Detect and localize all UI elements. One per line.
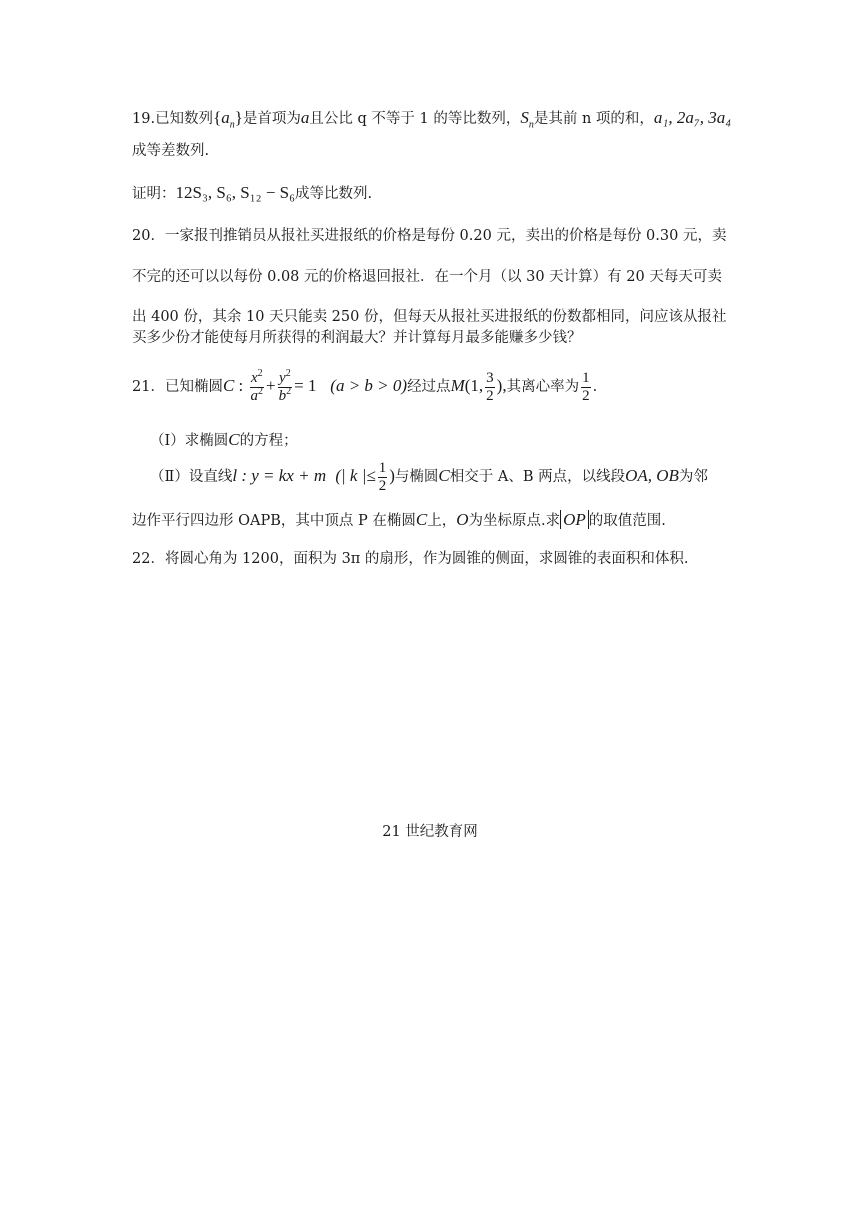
point-open: (1, (464, 376, 484, 395)
q20-line3: 出 400 份，其余 10 天只能卖 250 份，但每天从报社买进报纸的份数都相同，问应该从报社 (132, 309, 727, 325)
q21-line1 (132, 366, 597, 406)
q21-text-b: 经过点 (407, 379, 451, 395)
segments-oa-ob: OA, OB (625, 466, 679, 485)
ellipse-c-part2: C (438, 466, 450, 485)
fraction-3-2: $\frac{3}{2}$ (486, 369, 494, 404)
q19-text-a: 已知数列 (155, 111, 214, 127)
part2-text-d: 为邻 (678, 469, 708, 485)
q22-line: 22．将圆心角为 1200，面积为 3π 的扇形，作为圆锥的侧面，求圆锥的表面积和体积. (132, 551, 689, 567)
proof-tail: 成等比数列. (295, 186, 373, 202)
q19-line1 (132, 108, 731, 129)
equals-one: = 1 (294, 376, 317, 395)
sum-s: $S_n$ (520, 108, 534, 131)
part2-line2-text-a: 边作平行四边形 OAPB，其中顶点 P 在椭圆 (132, 513, 416, 529)
fraction-y2-b2: $\frac{y^2}{b^2}$ (278, 367, 292, 404)
k-condition-a: (| k |≤ (335, 466, 376, 485)
fraction-x2-a2: $\frac{x^2}{a^2}$ (250, 367, 264, 404)
part2-text-b: 与椭圆 (394, 469, 439, 485)
q19-line2: 成等差数列. (132, 143, 210, 159)
ellipse-c: C (222, 376, 235, 395)
point-close: ), (496, 376, 507, 395)
seq-a: $a_n$ (221, 108, 235, 131)
ab-condition: (a > b > 0) (330, 376, 408, 395)
q21-number: 21．已知椭圆 (132, 379, 223, 395)
page-footer: 21 世纪教育网 (382, 824, 478, 840)
k-condition-b: ) (389, 466, 395, 485)
part2-text-a: （Ⅱ）设直线 (150, 469, 233, 485)
line-equation: l : y = kx + m (232, 466, 327, 485)
point-m: M (450, 376, 465, 395)
q19-proof (132, 183, 372, 204)
q19-number: 19. (132, 111, 156, 127)
part2-line2-text-d: 的取值范围. (588, 513, 666, 529)
origin-o: O (456, 510, 469, 529)
q19-text-b: 是首项为 (242, 111, 301, 127)
part2-line2-text-c: 为坐标原点.求 (468, 513, 561, 529)
part2-text-c: 相交于 A、B 两点，以线段 (449, 469, 626, 485)
q21-part1 (150, 430, 298, 451)
q20-line1: 20．一家报刊推销员从报社买进报纸的价格是每份 0.20 元，卖出的价格是每份 0.30 元，卖 (132, 228, 727, 244)
proof-label: 证明： (132, 186, 176, 202)
abs-op: OP (560, 510, 589, 529)
part1-tail: 的方程； (239, 433, 298, 449)
proof-expression: 12S₃, S₆, S₁₂ − S₆ (175, 183, 296, 202)
q19-text-d: 是其前 n 项的和， (533, 111, 654, 127)
q21-part2-line1 (150, 456, 708, 496)
part2-line2-text-b: 上， (427, 513, 457, 529)
fraction-eccentricity: $\frac{1}{2}$ (582, 369, 590, 404)
q19-text-c: 且公比 q 不等于 1 的等比数列， (309, 111, 521, 127)
seq-brace-open: { (213, 108, 222, 127)
colon: : (234, 376, 248, 395)
q21-period: . (592, 379, 598, 395)
q20-line4: 买多少份才能使每月所获得的利润最大？并计算每月最多能赚多少钱？ (132, 330, 582, 346)
arith-terms: a₁, 2a₇, 3a₄ (653, 108, 732, 127)
ellipse-c-line2: C (415, 510, 428, 529)
q21-text-c: 其离心率为 (506, 379, 580, 395)
seq-brace-close: } (234, 108, 243, 127)
plus-sign: + (266, 376, 276, 395)
q20-line2: 不完的还可以以每份 0.08 元的价格退回报社．在一个月（以 30 天计算）有 20 天每天可卖 (132, 269, 722, 285)
ellipse-c-part1: C (228, 430, 240, 449)
part1-text: （Ⅰ）求椭圆 (150, 433, 229, 449)
q21-part2-line2 (132, 510, 666, 531)
fraction-k: $\frac{1}{2}$ (378, 459, 387, 494)
first-term-a: a (300, 108, 310, 127)
